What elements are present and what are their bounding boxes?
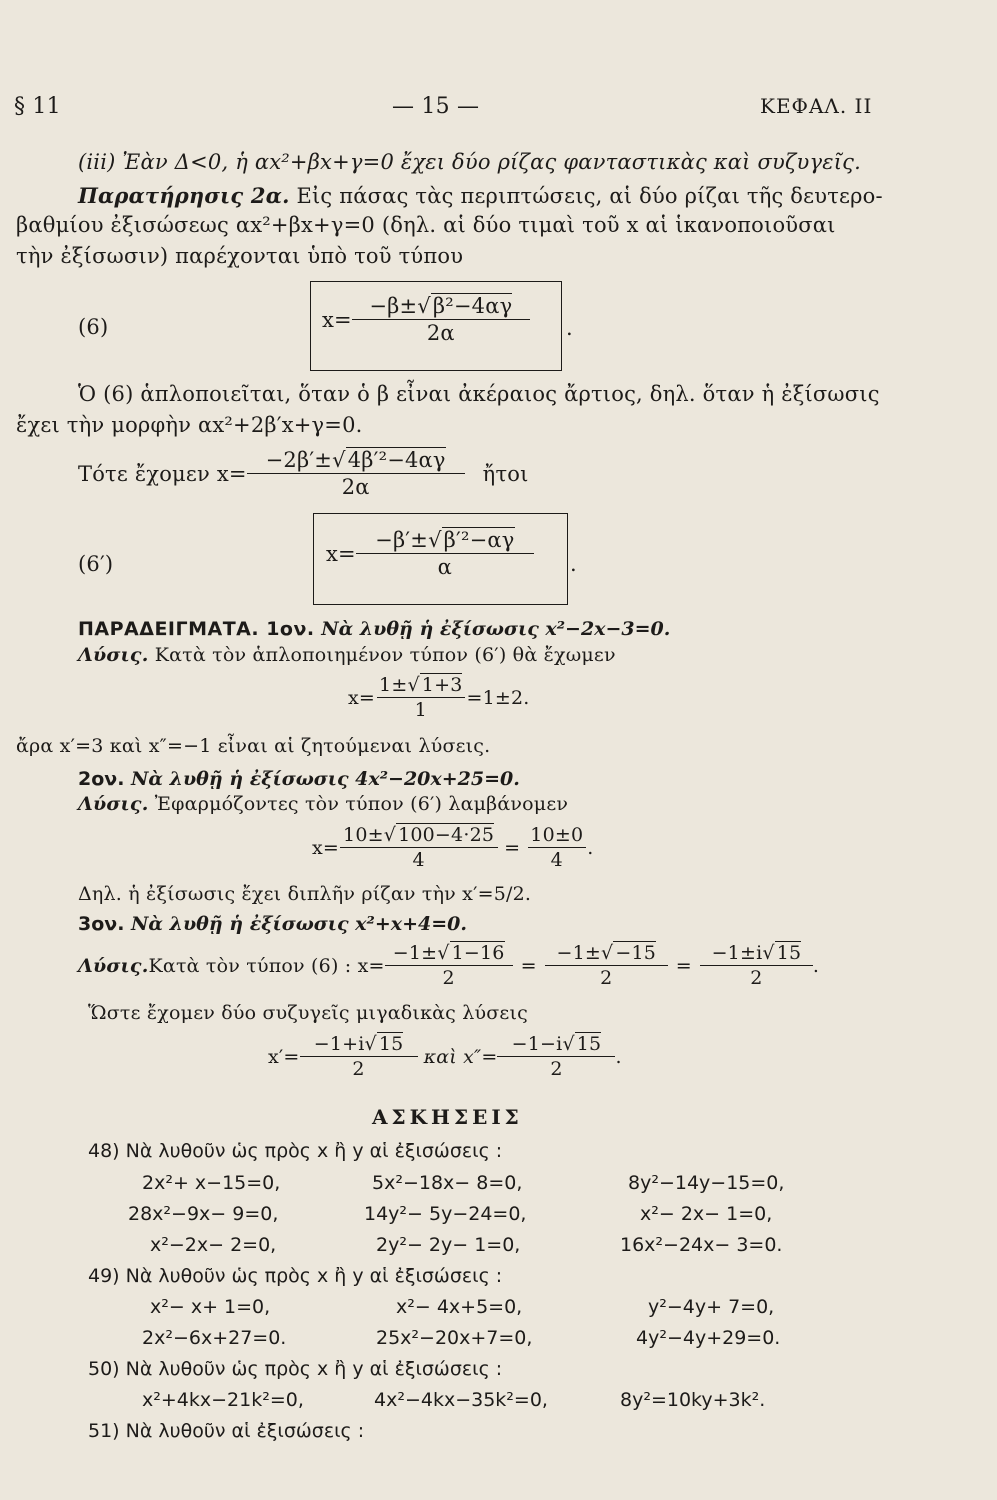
case-iii-text: (iii) Ἐὰν Δ<0, ἡ αx²+βx+γ=0 ἔχει δύο ρίζας φανταστικὰς καὶ συζυγεῖς.: [78, 150, 861, 174]
exercise-51: 51) Νὰ λυθοῦν αἱ ἐξισώσεις :: [88, 1420, 365, 1442]
example-2-result: Δηλ. ἡ ἐξίσωσις ἔχει διπλῆν ρίζαν τὴν x′=5/2.: [78, 883, 532, 905]
example-1-result: ἄρα x′=3 καὶ x″=−1 εἶναι αἱ ζητούμεναι λύσεις.: [16, 735, 491, 757]
tote-etoi: ἤτοι: [482, 461, 529, 486]
remark-line-2: βαθμίου ἐξισώσεως αx²+βx+γ=0 (δηλ. αἱ δύο τιμαὶ τοῦ x αἱ ἱκανοποιοῦσαι: [16, 213, 836, 237]
remark-line-1: [78, 183, 883, 208]
formula-6p-numerator: −β′±√β′²−αγ: [375, 528, 515, 552]
remark-line-1-text: Εἰς πάσας τὰς περιπτώσεις, αἱ δύο ρίζαι τῆς δευτερο-: [289, 184, 883, 208]
tote-numerator: −2β′±√4β′²−4αγ: [265, 448, 446, 472]
examples-heading: ΠΑΡΑΔΕΙΓΜΑΤΑ. 1ον.: [78, 618, 315, 640]
chapter-label: ΚΕΦΑΛ. II: [760, 94, 873, 118]
example-1-line: [78, 618, 670, 640]
exercise-50-c1: x²+4kx−21k²=0,: [142, 1389, 304, 1411]
example-3-solution: Λύσις. Κατὰ τὸν τύπον (6) : x= $\frac{-1\pm√ 1-16}{2}$ = $\frac{-1\pm√ -15}{2}$ = $\frac{-1\pm i√ 15}{2}$ .: [78, 942, 820, 989]
formula-6-numerator: −β±√β²−4αγ: [369, 294, 513, 318]
formula-6p: [326, 528, 534, 579]
tote-denominator: 2α: [247, 473, 465, 499]
solution-label: Λύσις.: [78, 644, 149, 666]
exercise-48-r1c2: 5x²−18x− 8=0,: [372, 1172, 523, 1194]
exercise-48-r3c1: x²−2x− 2=0,: [150, 1234, 277, 1256]
formula-6p-period: .: [570, 552, 577, 576]
tote-lhs: Τότε ἔχομεν x=: [78, 461, 247, 486]
exercise-49-r2c2: 25x²−20x+7=0,: [376, 1327, 533, 1349]
tote-formula: [78, 448, 529, 499]
conjugate-roots: x′= $\frac{-1+i√ 15}{2}$ καὶ x″= $\frac{-1-i√ 15}{2}$ .: [268, 1033, 622, 1080]
formula-6p-denominator: α: [356, 553, 534, 579]
example-1-task: Νὰ λυθῇ ἡ ἐξίσωσις x²−2x−3=0.: [314, 618, 671, 640]
example-2-solution: Λύσις. Ἐφαρμόζοντες τὸν τύπον (6′) λαμβάνομεν: [78, 793, 569, 815]
exercise-48-r2c1: 28x²−9x− 9=0,: [128, 1203, 279, 1225]
exercise-48-r3c3: 16x²−24x− 3=0.: [620, 1234, 783, 1256]
simplify-line-1: Ὁ (6) ἁπλοποιεῖται, ὅταν ὁ β εἶναι ἀκέραιος ἄρτιος, δηλ. ὅταν ἡ ἐξίσωσις: [78, 382, 880, 406]
example-1-solution-text: Κατὰ τὸν ἁπλοποιημένον τύπον (6′) θὰ ἔχωμεν: [148, 644, 616, 666]
example-2-label: 2ον.: [78, 768, 125, 790]
exercise-50-c3: 8y²=10ky+3k².: [620, 1389, 766, 1411]
example-3-task: Νὰ λυθῇ ἡ ἐξίσωσις x²+x+4=0.: [124, 913, 467, 935]
exercise-49-r1c2: x²− 4x+5=0,: [396, 1296, 523, 1318]
page-number: — 15 —: [392, 94, 480, 119]
exercise-48-r3c2: 2y²− 2y− 1=0,: [376, 1234, 521, 1256]
formula-6-label: (6): [78, 315, 109, 339]
formula-6-lhs: x=: [322, 307, 352, 332]
example-2-formula: x= $\frac{10\pm√ 100-4\cdot 25}{4}$ = $\frac{10\pm 0}{4}$ .: [312, 824, 594, 871]
formula-6-denominator: 2α: [352, 319, 530, 345]
section-number: § 11: [14, 94, 61, 119]
example-2-task: Νὰ λυθῇ ἡ ἐξίσωσις 4x²−20x+25=0.: [124, 768, 520, 790]
example-3-line: [78, 913, 467, 935]
exercise-49-r1c3: y²−4y+ 7=0,: [648, 1296, 775, 1318]
exercise-48-r1c3: 8y²−14y−15=0,: [628, 1172, 785, 1194]
exercise-49: 49) Νὰ λυθοῦν ὡς πρὸς x ἢ y αἱ ἐξισώσεις :: [88, 1265, 503, 1287]
remark-title: Παρατήρησις 2α.: [78, 183, 290, 208]
exercise-49-r2c3: 4y²−4y+29=0.: [636, 1327, 781, 1349]
exercise-50-c2: 4x²−4kx−35k²=0,: [374, 1389, 548, 1411]
example-3-label: 3ον.: [78, 913, 125, 935]
exercise-48-r2c3: x²− 2x− 1=0,: [640, 1203, 773, 1225]
simplify-line-2: ἔχει τὴν μορφὴν αx²+2β′x+γ=0.: [16, 413, 363, 437]
formula-6: [322, 294, 530, 345]
exercise-48-r2c2: 14y²− 5y−24=0,: [364, 1203, 527, 1225]
exercise-48-r1c1: 2x²+ x−15=0,: [142, 1172, 281, 1194]
exercise-49-r1c1: x²− x+ 1=0,: [150, 1296, 271, 1318]
formula-6p-lhs: x=: [326, 541, 356, 566]
example-1-formula: x= $\frac{1\pm√ 1+3}{1}$ =1±2.: [348, 674, 530, 721]
example-3-result: Ὥστε ἔχομεν δύο συζυγεῖς μιγαδικὰς λύσεις: [88, 1002, 528, 1024]
exercise-49-r2c1: 2x²−6x+27=0.: [142, 1327, 287, 1349]
example-2-line: [78, 768, 520, 790]
example-1-solution: [78, 644, 616, 666]
exercise-50: 50) Νὰ λυθοῦν ὡς πρὸς x ἢ y αἱ ἐξισώσεις :: [88, 1358, 503, 1380]
remark-line-3: τὴν ἐξίσωσιν) παρέχονται ὑπὸ τοῦ τύπου: [16, 244, 464, 268]
formula-6p-label: (6′): [78, 552, 114, 576]
exercises-heading: ΑΣΚΗΣΕΙΣ: [372, 1105, 523, 1129]
formula-6-period: .: [566, 316, 573, 340]
exercise-48: 48) Νὰ λυθοῦν ὡς πρὸς x ἢ y αἱ ἐξισώσεις :: [88, 1140, 503, 1162]
